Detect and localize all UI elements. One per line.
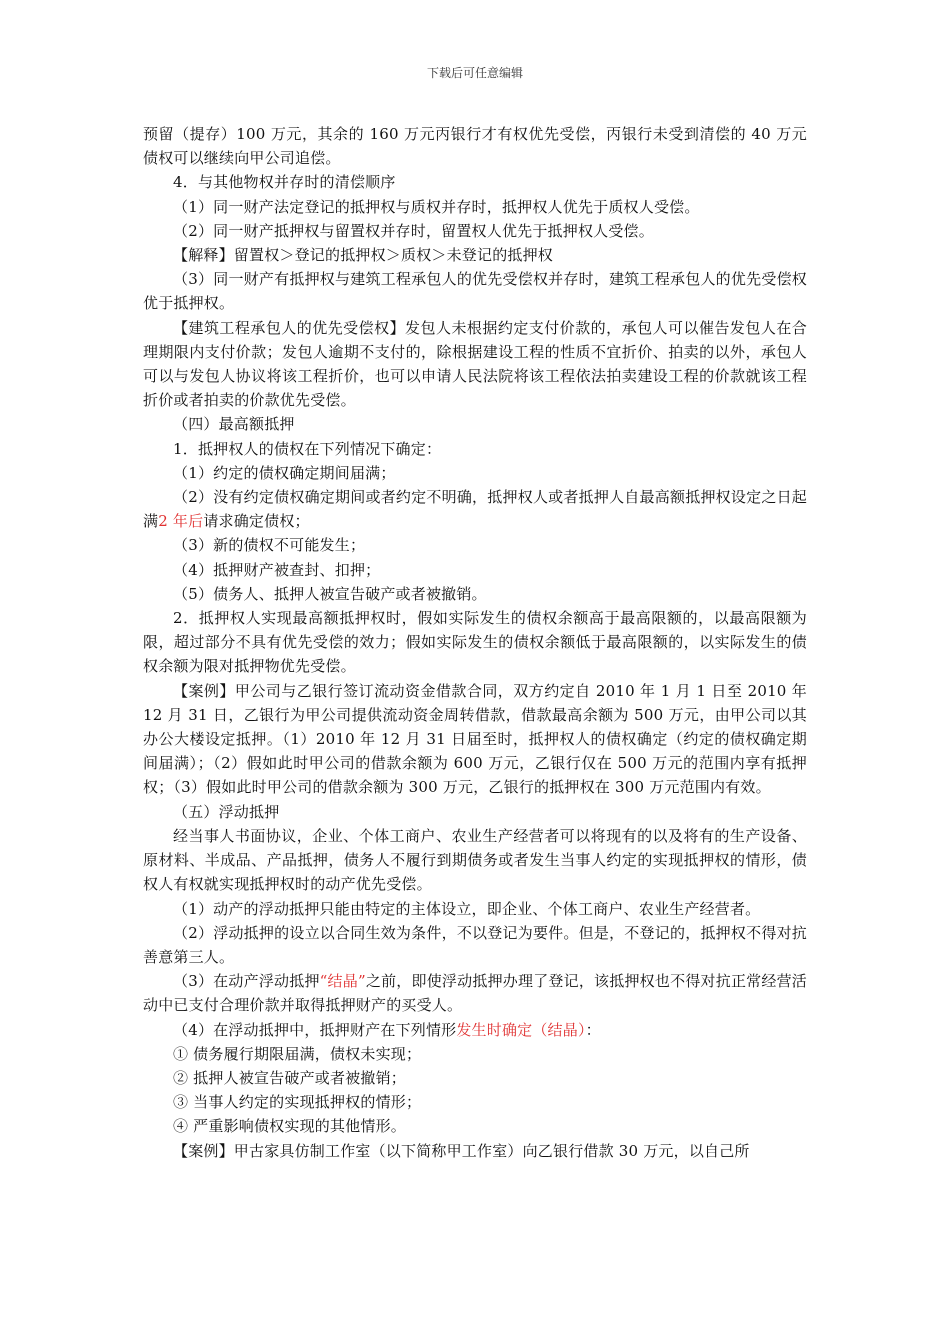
list-item: ① 债务履行期限届满，债权未实现； (173, 1044, 422, 1063)
list-item: （4）抵押财产被查封、扣押； (173, 560, 381, 579)
document-body (143, 122, 807, 1163)
contractor-priority-note: 【建筑工程承包人的优先受偿权】发包人未根据约定支付价款的，承包人可以催告发包人在合理期限内支付价款；发包人逾期不支付的，除根据建设工程的性质不宜折价、拍卖的以外，承包人可以与发包人协议将该工程折价，也可以申请人民法院将该工程依法拍卖建设工程的价款就该工程折价或者拍卖的价款优先受偿。 (143, 318, 807, 410)
list-item: （3）同一财产有抵押权与建筑工程承包人的优先受偿权并存时，建筑工程承包人的优先受偿权优于抵押权。 (143, 270, 807, 313)
text-span: （2）没有约定债权确定期间或者约定不明确，抵押权人或者抵押人自最高额抵押权设定之日起满 (143, 488, 807, 531)
list-item: ④ 严重影响债权实现的其他情形。 (173, 1117, 406, 1136)
list-item: （3）新的债权不可能发生； (173, 536, 366, 555)
list-item: （1）同一财产法定登记的抵押权与质权并存时，抵押权人优先于质权人受偿。 (173, 197, 700, 216)
text-span: ： (585, 1020, 601, 1039)
text-span: （4）在浮动抵押中，抵押财产在下列情形 (173, 1020, 457, 1039)
list-item: ③ 当事人约定的实现抵押权的情形； (173, 1093, 422, 1112)
list-item: （2）同一财产抵押权与留置权并存时，留置权人优先于抵押权人受偿。 (173, 221, 654, 240)
subheading-claim-determination: 1．抵押权人的债权在下列情况下确定： (173, 439, 442, 458)
list-item-highlighted (143, 1018, 807, 1042)
heading-floating-mortgage: （五）浮动抵押 (173, 802, 280, 821)
case-example: 【案例】甲公司与乙银行签订流动资金借款合同，双方约定自 2010 年 1 月 1 日至 2010 年 12 月 31 日，乙银行为甲公司提供流动资金周转借款，借款最高余额为 500 万元，由甲公司以其办公大楼设定抵押。（1）2010 年 12 月 31 日届至时，抵押权人的债权确定（约定的债权确定期间届满）；（2）假如此时甲公司的借款余额为 600 万元，乙银行仅在 500 万元的范围内享有抵押权；（3）假如此时甲公司的借款余额为 300 万元，乙银行的抵押权在 300 万元范围内有效。 (143, 681, 807, 797)
heading-max-mortgage: （四）最高额抵押 (173, 415, 295, 434)
red-emphasis: “结晶” (319, 972, 366, 991)
explanation-note: 【解释】留置权＞登记的抵押权＞质权＞未登记的抵押权 (173, 246, 554, 265)
red-emphasis: 发生时确定（结晶） (456, 1020, 586, 1039)
heading-repayment-order: 4．与其他物权并存时的清偿顺序 (173, 173, 396, 192)
paragraph-continuation: 预留（提存）100 万元，其余的 160 万元丙银行才有权优先受偿，丙银行未受到清偿的 40 万元债权可以继续向甲公司追偿。 (143, 125, 807, 168)
paragraph-floating-definition: 经当事人书面协议，企业、个体工商户、农业生产经营者可以将现有的以及将有的生产设备、原材料、半成品、产品抵押，债务人不履行到期债务或者发生当事人约定的实现抵押权的情形，债权人有权就实现抵押权时的动产优先受偿。 (143, 826, 807, 894)
list-item: （1）动产的浮动抵押只能由特定的主体设立，即企业、个体工商户、农业生产经营者。 (173, 899, 761, 918)
list-item: ② 抵押人被宣告破产或者被撤销； (173, 1068, 406, 1087)
case-example: 【案例】甲古家具仿制工作室（以下简称甲工作室）向乙银行借款 30 万元，以自己所 (173, 1141, 750, 1160)
list-item: （1）约定的债权确定期间届满； (173, 463, 396, 482)
page-header: 下载后可任意编辑 (426, 66, 523, 80)
text-span: （3）在动产浮动抵押 (173, 972, 320, 991)
text-span: 之前，即使浮动抵押办理了登记，该抵押权也不得对抗正常经营活动中已支付合理价款并取得抵押财产的买受人。 (143, 972, 808, 1015)
list-item-highlighted (143, 969, 807, 1017)
list-item: （2）浮动抵押的设立以合同生效为条件，不以登记为要件。但是，不登记的，抵押权不得对抗善意第三人。 (143, 923, 807, 966)
text-span: 请求确定债权； (203, 512, 310, 531)
red-emphasis: 2 年后 (158, 512, 204, 531)
paragraph-max-limit: 2．抵押权人实现最高额抵押权时，假如实际发生的债权余额高于最高限额的，以最高限额为限，超过部分不具有优先受偿的效力；假如实际发生的债权余额低于最高限额的，以实际发生的债权余额为限对抵押物优先受偿。 (143, 609, 807, 676)
list-item: （5）债务人、抵押人被宣告破产或者被撤销。 (173, 584, 487, 603)
list-item-highlighted (143, 485, 807, 533)
